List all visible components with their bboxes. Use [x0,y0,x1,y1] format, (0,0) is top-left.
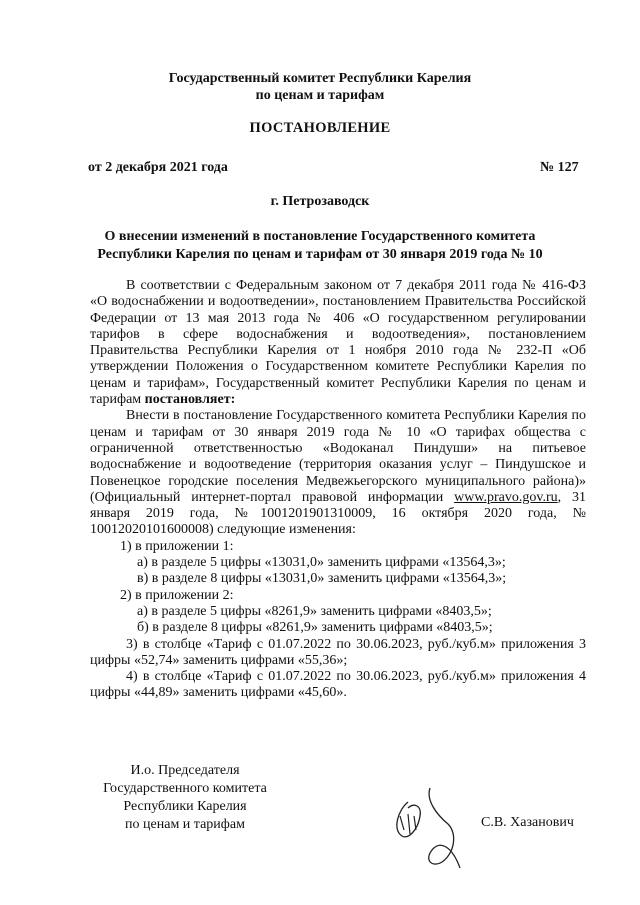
item-2a: а) в разделе 5 цифры «8261,9» заменить цифрами «8403,5»; [137,603,492,619]
document-number: № 127 [540,160,579,175]
subject-line-1: О внесении изменений в постановление Государственного комитета [104,229,536,244]
document-subject [0,228,640,264]
authority-line-1: Государственный комитет Республики Карелия [168,71,472,86]
signatory-title-line-4: по ценам и тарифам [125,817,245,832]
handwritten-signature [378,780,468,880]
issuing-authority [0,70,640,104]
signatory-title-line-3: Республики Карелия [123,799,247,814]
signatory-title-line-1: И.о. Председателя [130,763,240,778]
subject-line-2: Республики Карелия по ценам и тарифам от 30 января 2019 года № 10 [97,247,543,262]
pravo-link[interactable]: www.pravo.gov.ru [454,489,558,505]
item-2: 2) в приложении 2: [120,587,234,603]
item-2b: б) в разделе 8 цифры «8261,9» заменить цифрами «8403,5»; [137,620,493,636]
preamble-paragraph [90,278,586,408]
authority-line-2: по ценам и тарифам [255,88,385,103]
intro-text-a: Внести в постановление Государственного комитета Республики Карелия по ценам и тарифам от 30 января 2019 года № 10 «О тарифах общества с ограниченной ответственностью «Водоканал Пиндуши» на питьевое водоснабжение и водоотведение (территория оказания услуг – Пиндушское и Повенецкое городские поселения Медвежьегорского муниципального района)» (Официальный интернет-портал правовой информации [90,408,586,505]
document-city: г. Петрозаводск [270,194,370,209]
document-body [90,278,586,702]
resolves-word: постановляет: [144,392,236,408]
intro-paragraph [90,408,586,538]
document-type: ПОСТАНОВЛЕНИЕ [249,120,391,136]
signatory-title-line-2: Государственного комитета [103,781,267,796]
signatory-title [90,762,280,834]
item-3: 3) в столбце «Тариф с 01.07.2022 по 30.06.2023, руб./куб.м» приложения 3 цифры «52,74» заменить цифрами «55,36»; [90,636,586,668]
item-1: 1) в приложении 1: [120,538,234,554]
item-4: 4) в столбце «Тариф с 01.07.2022 по 30.06.2023, руб./куб.м» приложения 4 цифры «44,89» заменить цифрами «45,60». [90,669,586,701]
item-1a: а) в разделе 5 цифры «13031,0» заменить цифрами «13564,3»; [137,555,506,571]
intro-text-b: , 31 января 2019 года, №1001201901310009, 16 октября 2020 года, № 10012020101600008) следующие изменения: [90,489,587,538]
preamble-text: В соответствии с Федеральным законом от 7 декабря 2011 года № 416-ФЗ «О водоснабжении и водоотведении», постановлением Правительства Российской Федерации от 13 мая 2013 года № 406 «О государственном регулировании тарифов в сфере водоснабжения и водоотведения», постановлением Правительства Республики Карелия от 1 ноября 2010 года № 232-П «Об утверждении Положения о Государственном комитете Республики Карелия по ценам и тарифам», Государственный комитет Республики Карелия по ценам и тарифам [90,278,586,408]
document-date: от 2 декабря 2021 года [88,160,228,175]
item-1b: в) в разделе 8 цифры «13031,0» заменить цифрами «13564,3»; [137,571,507,587]
signatory-name: С.В. Хазанович [481,815,574,830]
